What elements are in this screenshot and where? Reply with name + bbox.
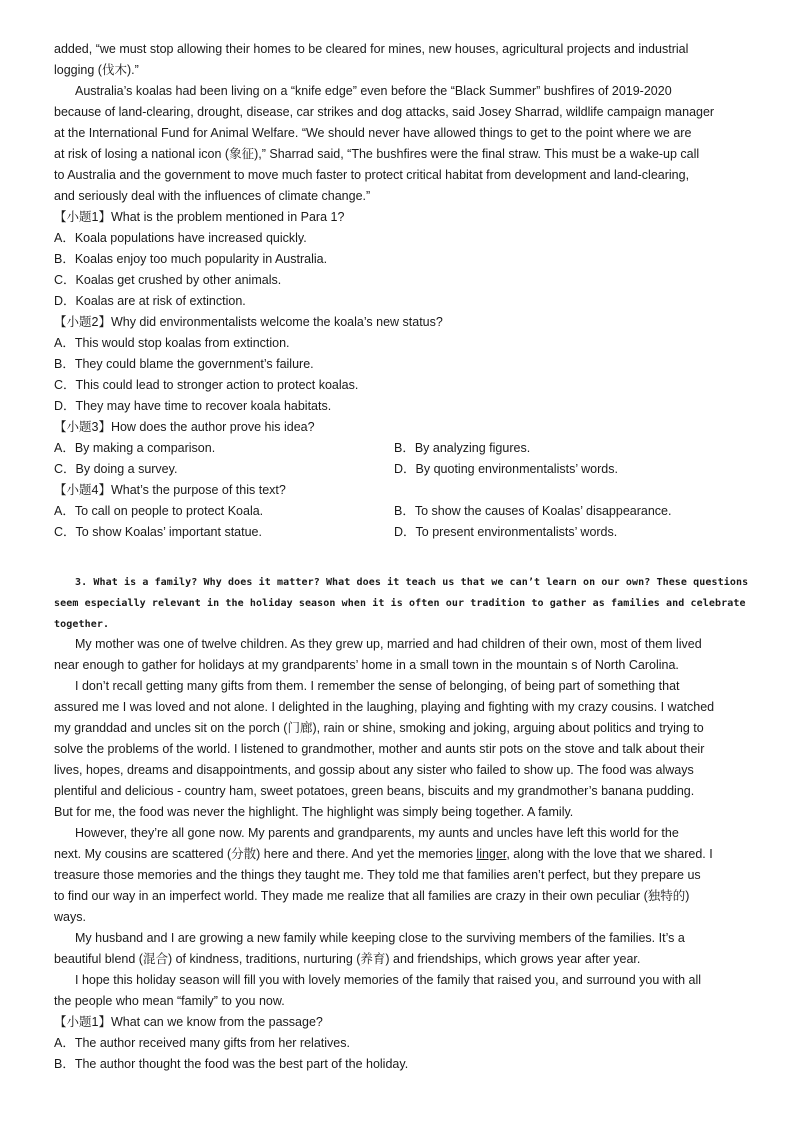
underlined-word: linger [476, 847, 507, 861]
answer-option: A．This would stop koalas from extinction. [54, 336, 290, 350]
answer-option: C．By doing a survey. [54, 462, 178, 476]
answer-option: B．To show the causes of Koalas’ disappearance. [394, 504, 672, 518]
answer-option: D．To present environmentalists’ words. [394, 525, 618, 539]
passage-line: ways. [54, 910, 86, 924]
passage-line: the people who mean “family” to you now. [54, 994, 285, 1008]
answer-option: D．They may have time to recover koala habitats. [54, 399, 332, 413]
passage-line: But for me, the food was never the highlight. The highlight was simply being together. A family. [54, 805, 574, 819]
answer-option: B．They could blame the government’s failure. [54, 357, 314, 371]
passage-line: However, they’re all gone now. My parents and grandparents, my aunts and uncles have left this world for the [75, 826, 679, 840]
passage-line: at the International Fund for Animal Welfare. “We should never have allowed things to get to the point where we are [54, 126, 692, 140]
passage-line: lives, hopes, dreams and disappointments, and gossip about any sister who failed to show up. The food was always [54, 763, 694, 777]
answer-option: A．To call on people to protect Koala. [54, 504, 264, 518]
answer-option: C．Koalas get crushed by other animals. [54, 273, 282, 287]
answer-option: C．To show Koalas’ important statue. [54, 525, 262, 539]
passage-line: treasure those memories and the things they taught me. They told me that families aren’t perfect, but they prepare us [54, 868, 701, 882]
passage-text: next. My cousins are scattered (分散) here and there. And yet the memories [54, 847, 477, 861]
passage-line: my granddad and uncles sit on the porch (门廊), rain or shine, smoking and joking, arguing about politics and trying to [54, 721, 704, 735]
passage-line: I hope this holiday season will fill you with lovely memories of the family that raised you, and surround you with all [75, 973, 702, 987]
answer-option: B．The author thought the food was the best part of the holiday. [54, 1057, 409, 1071]
passage-line: near enough to gather for holidays at my grandparents’ home in a small town in the mountain s of North Carolina. [54, 658, 679, 672]
answer-option: B．By analyzing figures. [394, 441, 531, 455]
answer-option: A．By making a comparison. [54, 441, 216, 455]
passage-line: My mother was one of twelve children. As they grew up, married and had children of their own, most of them lived [75, 637, 702, 651]
passage-line: because of land-clearing, drought, disease, car strikes and dog attacks, said Josey Sharrad, wildlife campaign manager [54, 105, 715, 119]
passage-line: beautiful blend (混合) of kindness, traditions, nurturing (养育) and friendships, which grows year after year. [54, 952, 641, 966]
answer-option: D．By quoting environmentalists’ words. [394, 462, 618, 476]
answer-option: A．Koala populations have increased quickly. [54, 231, 307, 245]
passage-line: added, “we must stop allowing their homes to be cleared for mines, new houses, agricultural projects and industrial [54, 42, 689, 56]
passage-line: I don’t recall getting many gifts from them. I remember the sense of belonging, of being part of something that [75, 679, 680, 693]
question-stem: 【小题1】What is the problem mentioned in Para 1? [54, 210, 345, 224]
passage-line: logging (伐木).” [54, 63, 139, 77]
answer-option: B．Koalas enjoy too much popularity in Australia. [54, 252, 328, 266]
passage-line: solve the problems of the world. I listened to grandmother, mother and aunts stir pots on the stove and talk about their [54, 742, 705, 756]
passage-text: , along with the love that we shared. I [506, 847, 713, 861]
passage-line: My husband and I are growing a new family while keeping close to the surviving members of the families. It’s a [75, 931, 685, 945]
question-stem: 【小题1】What can we know from the passage? [54, 1015, 323, 1029]
passage-line: plentiful and delicious - country ham, sweet potatoes, green beans, biscuits and my grandmother’s banana pudding. [54, 784, 695, 798]
question-stem: 【小题3】How does the author prove his idea? [54, 420, 315, 434]
passage-line: to Australia and the government to move much faster to protect critical habitat from development and land-clearing, [54, 168, 690, 182]
answer-option: A．The author received many gifts from her relatives. [54, 1036, 350, 1050]
passage-line: to find our way in an imperfect world. They made me realize that all families are crazy in their own peculiar (独特的) [54, 889, 690, 903]
question-stem: 【小题4】What’s the purpose of this text? [54, 483, 286, 497]
answer-option: C．This could lead to stronger action to protect koalas. [54, 378, 359, 392]
passage-intro-line: 3. What is a family? Why does it matter? What does it teach us that we can’t learn on our own? These questions [75, 577, 749, 588]
passage-line: assured me I was loved and not alone. I delighted in the laughing, playing and fighting with my crazy cousins. I watched [54, 700, 715, 714]
question-stem: 【小题2】Why did environmentalists welcome the koala’s new status? [54, 315, 443, 329]
passage-line: Australia’s koalas had been living on a “knife edge” even before the “Black Summer” bushfires of 2019-2020 [75, 84, 672, 98]
passage-line [54, 844, 754, 865]
passage-line: and seriously deal with the influences of climate change.” [54, 189, 371, 203]
passage-intro-line: seem especially relevant in the holiday season when it is often our tradition to gather as families and celebrate [54, 598, 746, 609]
passage-line: at risk of losing a national icon (象征),” Sharrad said, “The bushfires were the final straw. This must be a wake-up call [54, 147, 700, 161]
answer-option: D．Koalas are at risk of extinction. [54, 294, 246, 308]
passage-intro-line: together. [54, 619, 110, 630]
